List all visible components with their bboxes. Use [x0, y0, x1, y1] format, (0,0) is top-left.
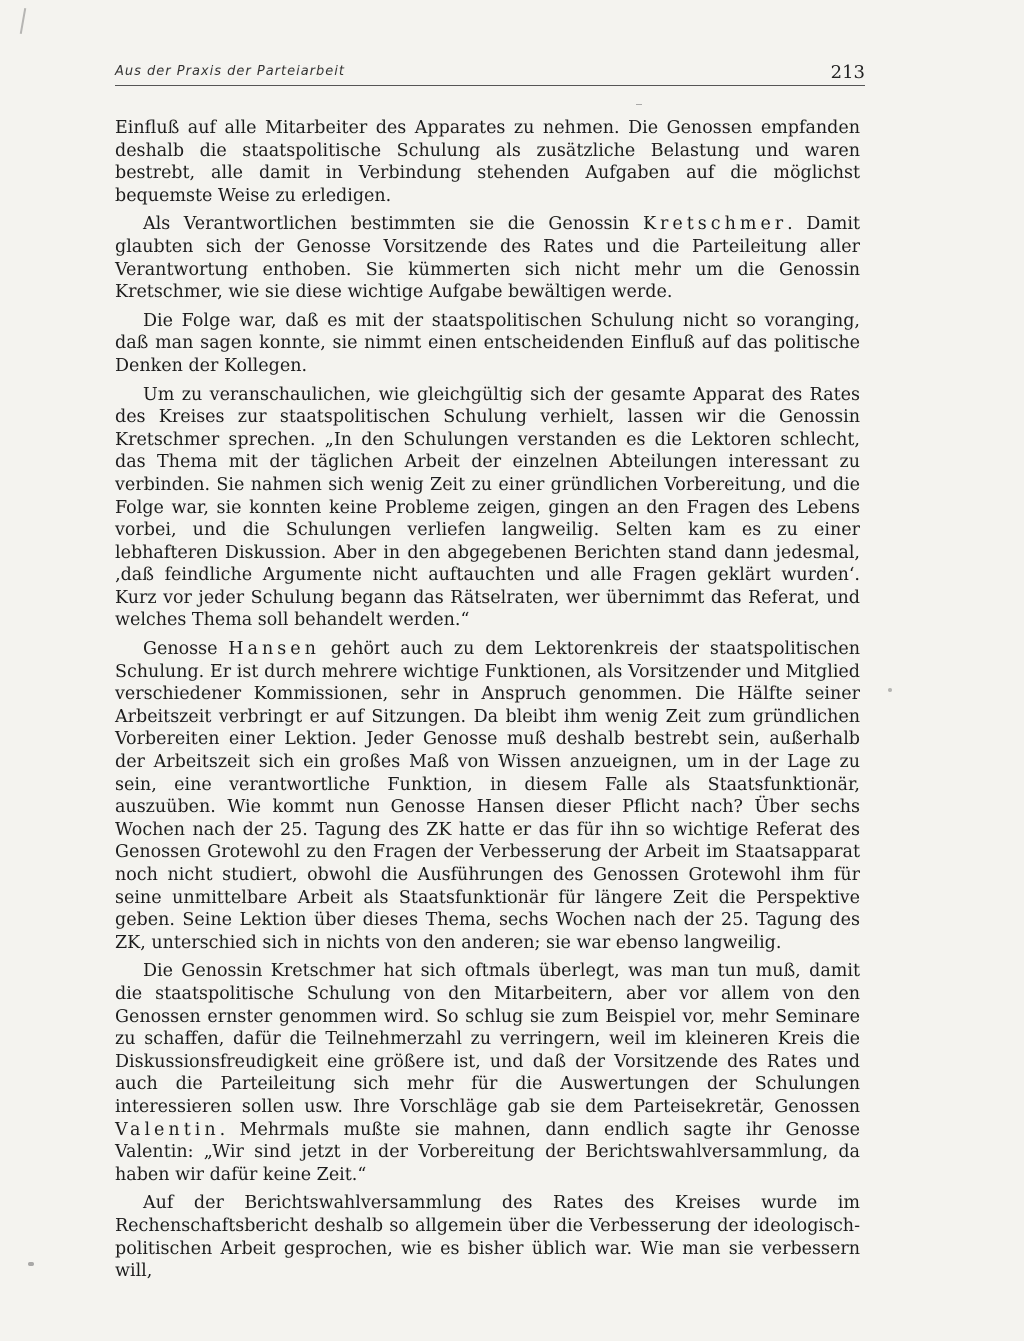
scan-artifact	[28, 1262, 34, 1266]
paragraph: Um zu veranschaulichen, wie gleichgültig sich der gesamte Apparat des Rates des Kreises zur staatspolitischen Schulung verhielt, lassen wir die Genossin Kretschmer sprechen. „In den Schulungen verstanden es die Lektoren schlecht, das Thema mit der täglichen Arbeit der einzelnen Abteilungen interessant zu verbinden. Sie nahmen sich wenig Zeit zu einer gründlichen Vorbereitung, und die Folge war, sie konnten keine Probleme zeigen, gingen an den Fragen des Lebens vorbei, und die Schulungen verliefen langweilig. Selten kam es zu einer lebhafteren Diskussion. Aber in den abgegebenen Berichten stand dann jedesmal, ‚daß feindliche Argumente nicht auftauchten und alle Fragen geklärt wurden‘. Kurz vor jeder Schulung begann das Rätselraten, wer übernimmt das Referat, und welches Thema soll behandelt werden.“	[115, 384, 860, 631]
paragraph: Genosse Hansen gehört auch zu dem Lektorenkreis der staatspolitischen Schulung. Er ist durch mehrere wichtige Funktionen, als Vorsitzender und Mitglied verschiedener Kommissionen, sehr in Anspruch genommen. Die Hälfte seiner Arbeitszeit verbringt er auf Sitzungen. Da bleibt ihm wenig Zeit zum gründlichen Vorbereiten einer Lektion. Jeder Genosse muß deshalb bestrebt sein, außerhalb der Arbeitszeit sich ein großes Maß von Wissen anzueignen, um in der Lage zu sein, eine verantwortliche Funktion, in diesem Falle als Staatsfunktionär, auszuüben. Wie kommt nun Genosse Hansen dieser Pflicht nach? Über sechs Wochen nach der 25. Tagung des ZK hatte er das für ihn so wichtige Referat des Genossen Grotewohl zu den Fragen der Verbesserung der Arbeit im Staatsapparat noch nicht studiert, obwohl die Ausführungen des Genossen Grotewohl ihm für seine unmittelbare Arbeit als Staatsfunktionär für längere Zeit die Perspektive geben. Seine Lektion über dieses Thema, sechs Wochen nach der 25. Tagung des ZK, unterschied sich in nichts von den anderen; sie war ebenso langweilig.	[115, 639, 860, 953]
paragraph: Als Verantwortlichen bestimmten sie die Genossin Kretschmer. Damit glaubten sich der Genosse Vorsitzende des Rates und die Parteileitung aller Verantwortung enthoben. Sie kümmerten sich nicht mehr um die Genossin Kretschmer, wie sie diese wichtige Aufgabe bewältigen werde.	[115, 214, 860, 303]
scan-artifact	[20, 8, 26, 34]
running-header	[115, 62, 865, 86]
scan-artifact	[888, 688, 892, 692]
article-body	[115, 117, 860, 1289]
scan-artifact	[636, 104, 642, 105]
page-number: 213	[830, 62, 865, 83]
emphasized-name: Hansen	[228, 639, 320, 660]
paragraph: Auf der Berichtswahlversammlung des Rates des Kreises wurde im Rechenschaftsbericht deshalb so allgemein über die Verbesserung der ideologisch-politischen Arbeit gesprochen, wie es bisher üblich war. Wie man sie verbessern will,	[115, 1193, 860, 1282]
header-rule	[115, 85, 865, 86]
paragraph: Einfluß auf alle Mitarbeiter des Apparates zu nehmen. Die Genossen empfanden deshalb die staatspolitische Schulung als zusätzliche Belastung und waren bestrebt, alle damit in Verbindung stehenden Aufgaben auf die möglichst bequemste Weise zu erledigen.	[115, 118, 860, 206]
emphasized-name: Kretschmer	[642, 214, 788, 235]
paragraph: Die Genossin Kretschmer hat sich oftmals überlegt, was man tun muß, damit die staatspolitische Schulung von den Mitarbeitern, aber vor allem von den Genossen ernster genommen wird. So schlug sie zum Beispiel vor, mehr Seminare zu schaffen, dafür die Teilnehmerzahl zu verringern, weil im kleineren Kreis die Diskussionsfreudigkeit eine größere ist, und daß der Vorsitzende des Rates und auch die Parteileitung sich mehr für die Auswertungen der Schulungen interessieren sollen usw. Ihre Vorschläge gab sie dem Parteisekretär, Genossen Valentin. Mehrmals mußte sie mahnen, dann endlich sagte ihr Genosse Valentin: „Wir sind jetzt in der Vorbereitung der Berichtswahlversammlung, da haben wir dafür keine Zeit.“	[115, 961, 860, 1185]
paragraph: Die Folge war, daß es mit der staatspolitischen Schulung nicht so voranging, daß man sagen konnte, sie nimmt einen entscheidenden Einfluß auf das politische Denken der Kollegen.	[115, 310, 860, 376]
running-header-title: Aus der Praxis der Parteiarbeit	[115, 64, 345, 79]
emphasized-name: Valentin	[115, 1119, 220, 1140]
